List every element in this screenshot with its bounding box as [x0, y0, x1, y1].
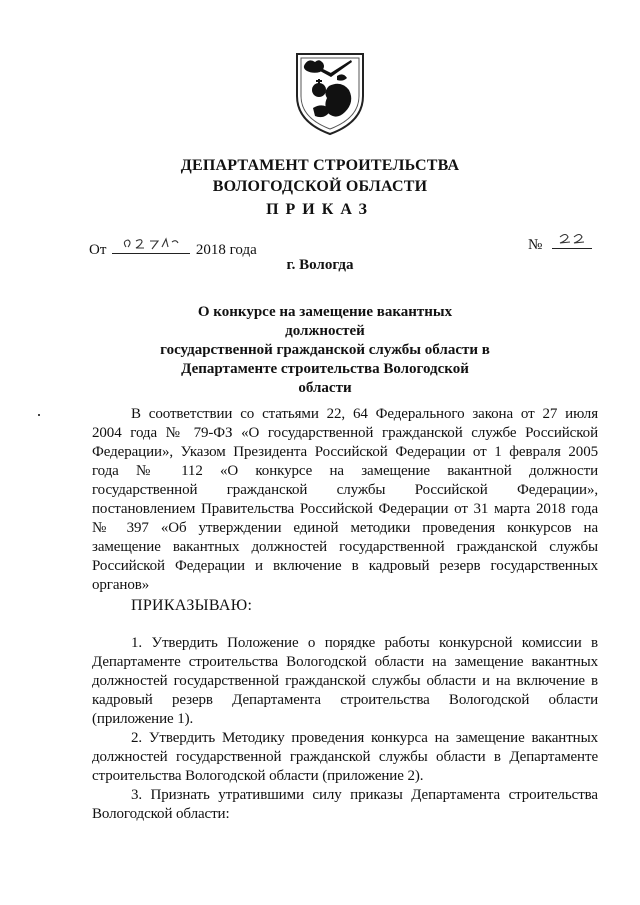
preamble-line: замещение вакантных должностей государственной гражданской службы — [92, 539, 598, 555]
handwritten-date-signature — [112, 233, 190, 253]
coat-of-arms-emblem — [293, 50, 367, 136]
order-word: ПРИКАЗЫВАЮ: — [131, 597, 253, 614]
order-item-line: 3. Признать утратившими силу приказы Департамента строительства — [131, 787, 598, 803]
number-label: № — [528, 237, 543, 253]
document-title — [160, 303, 490, 398]
date-field — [112, 239, 190, 254]
title-line-1: О конкурсе на замещение вакантных должностей — [197, 304, 453, 339]
scan-speck — [38, 414, 40, 416]
title-line-2: государственной гражданской службы области в — [160, 342, 490, 358]
title-line-4: области — [298, 380, 352, 396]
order-item-line: Департаменте строительства Вологодской области на замещение вакантных — [92, 654, 598, 670]
city-name: г. Вологда — [286, 257, 354, 273]
order-item-line: Вологодской области: — [92, 806, 230, 822]
handwritten-number-signature — [552, 228, 592, 248]
preamble-line: Федерации», Указом Президента Российской Федерации от 1 февраля 2005 — [92, 444, 598, 460]
preamble-line: В соответствии со статьями 22, 64 Федерального закона от 27 июля — [131, 406, 598, 422]
order-item-line: 1. Утвердить Положение о порядке работы конкурсной комиссии в — [131, 635, 598, 651]
department-name-line1: ДЕПАРТАМЕНТ СТРОИТЕЛЬСТВА — [180, 157, 460, 174]
number-line — [528, 234, 592, 254]
preamble-line: постановлением Правительства Российской Федерации от 31 марта 2018 года — [92, 501, 598, 517]
date-prefix: От — [89, 242, 107, 258]
order-item-line: должностей государственной гражданской службы области и на включение в — [92, 673, 598, 689]
preamble-line: года № 112 «О конкурсе на замещение вакантной должности — [92, 463, 598, 479]
order-item-line: должностей государственной гражданской службы области в Департаменте — [92, 749, 598, 765]
title-line-3: Департаменте строительства Вологодской — [181, 361, 469, 377]
order-item-line: кадровый резерв Департамента строительства Вологодской области — [92, 692, 598, 708]
order-item-line: 2. Утвердить Методику проведения конкурса на замещение вакантных — [131, 730, 598, 746]
number-field — [552, 234, 592, 249]
date-line — [89, 239, 257, 259]
document-type-heading: ПРИКАЗ — [266, 201, 374, 218]
preamble-line: 2004 года № 79-ФЗ «О государственной гражданской службе Российской — [92, 425, 598, 441]
order-item-line: строительства Вологодской области (приложение 2). — [92, 768, 424, 784]
department-name-line2: ВОЛОГОДСКОЙ ОБЛАСТИ — [212, 178, 428, 195]
preamble-line: № 397 «Об утверждении единой методики проведения конкурсов на — [92, 520, 598, 536]
preamble-line: Российской Федерации и включение в кадровый резерв государственных — [92, 558, 598, 574]
order-item-line: (приложение 1). — [92, 711, 194, 727]
date-suffix: 2018 года — [195, 242, 257, 258]
preamble-line: органов» — [92, 577, 150, 593]
preamble-line: государственной гражданской службы Российской Федерации», — [92, 482, 598, 498]
